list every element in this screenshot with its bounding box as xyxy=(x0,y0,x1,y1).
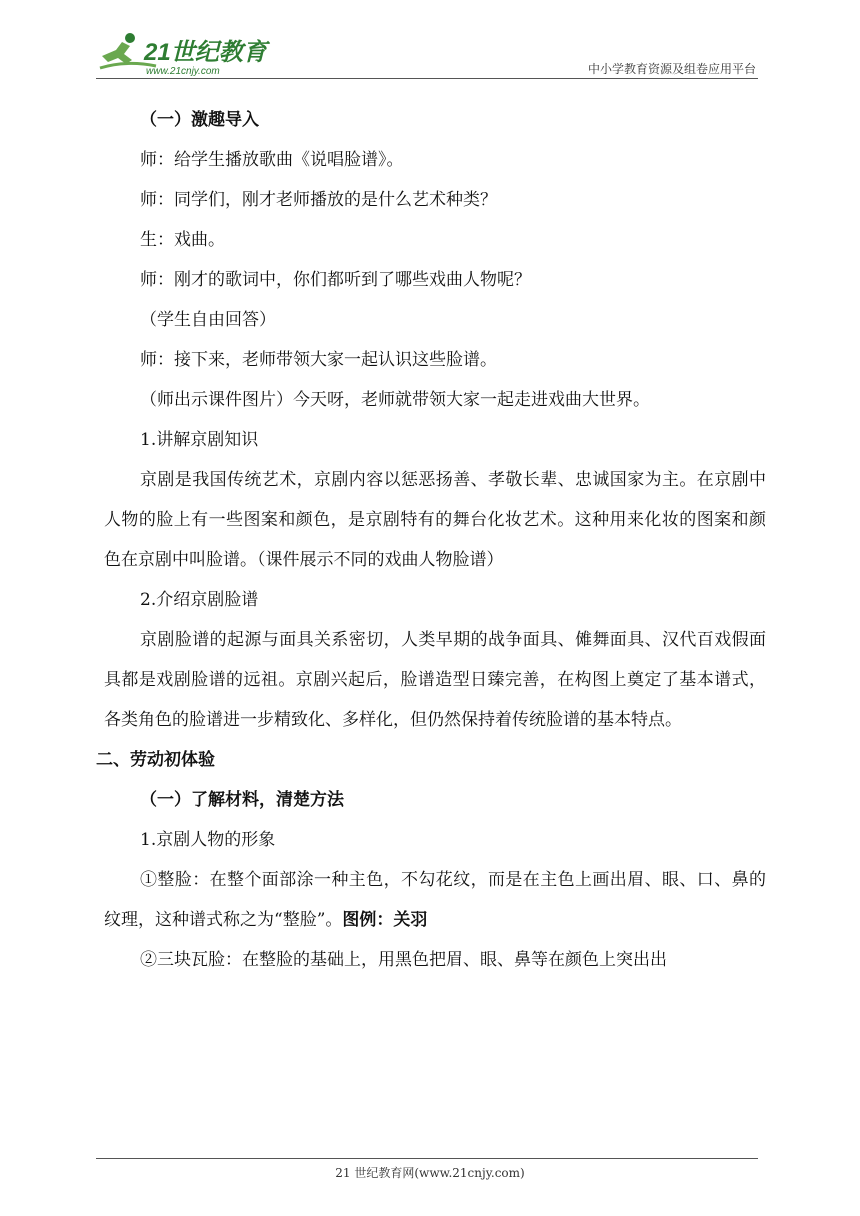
section-title-intro: （一）激趣导入 xyxy=(140,110,259,130)
section-title-labor: 二、劳动初体验 xyxy=(96,750,215,770)
paragraph-peking-opera: 京剧是我国传统艺术，京剧内容以惩恶扬善、孝敬长辈、忠诚国家为主。在京剧中人物的脸上有一些图案和颜色，是京剧特有的舞台化妆艺术。这种用来化妆的图案和颜色在京剧中叫脸谱。（课件展示不同的戏曲人物脸谱） xyxy=(104,470,766,570)
text-line: 师：给学生播放歌曲《说唱脸谱》。 xyxy=(140,150,404,170)
full-face-text: ①整脸：在整个面部涂一种主色，不勾花纹，而是在主色上画出眉、眼、口、鼻的纹理，这种谱式称之为“整脸”。 xyxy=(104,870,766,930)
document-body xyxy=(96,100,766,980)
svg-text:21世纪教育: 21世纪教育 xyxy=(144,39,267,66)
text-line: 师：同学们，刚才老师播放的是什么艺术种类？ xyxy=(140,190,497,210)
text-line: 师：接下来，老师带领大家一起认识这些脸谱。 xyxy=(140,350,497,370)
text-line: 2.介绍京剧脸谱 xyxy=(140,590,259,610)
footer-divider xyxy=(96,1158,758,1159)
page-header xyxy=(96,30,756,80)
paragraph-three-tile-face: ②三块瓦脸：在整脸的基础上，用黑色把眉、眼、鼻等在颜色上突出出 xyxy=(140,950,667,970)
header-divider xyxy=(96,78,758,79)
text-line: （学生自由回答） xyxy=(140,310,276,330)
paragraph-full-face xyxy=(104,860,766,940)
header-platform-name: 中小学教育资源及组卷应用平台 xyxy=(587,62,756,76)
svg-text:www.21cnjy.com: www.21cnjy.com xyxy=(146,66,220,77)
full-face-example: 图例：关羽 xyxy=(342,910,428,930)
text-line: 1.讲解京剧知识 xyxy=(140,430,259,450)
text-line: 1.京剧人物的形象 xyxy=(140,830,276,850)
section-title-materials: （一）了解材料，清楚方法 xyxy=(140,790,344,810)
text-line: 生：戏曲。 xyxy=(140,230,225,250)
text-line: （师出示课件图片）今天呀，老师就带领大家一起走进戏曲大世界。 xyxy=(140,390,650,410)
text-line: 师：刚才的歌词中，你们都听到了哪些戏曲人物呢？ xyxy=(140,270,531,290)
paragraph-facial-makeup: 京剧脸谱的起源与面具关系密切，人类早期的战争面具、傩舞面具、汉代百戏假面具都是戏剧脸谱的远祖。京剧兴起后，脸谱造型日臻完善，在构图上奠定了基本谱式，各类角色的脸谱进一步精致化、多样化，但仍然保持着传统脸谱的基本特点。 xyxy=(104,630,766,730)
page-footer: 21 世纪教育网(www.21cnjy.com) xyxy=(335,1166,525,1180)
logo-21cnjy-icon xyxy=(96,30,276,78)
